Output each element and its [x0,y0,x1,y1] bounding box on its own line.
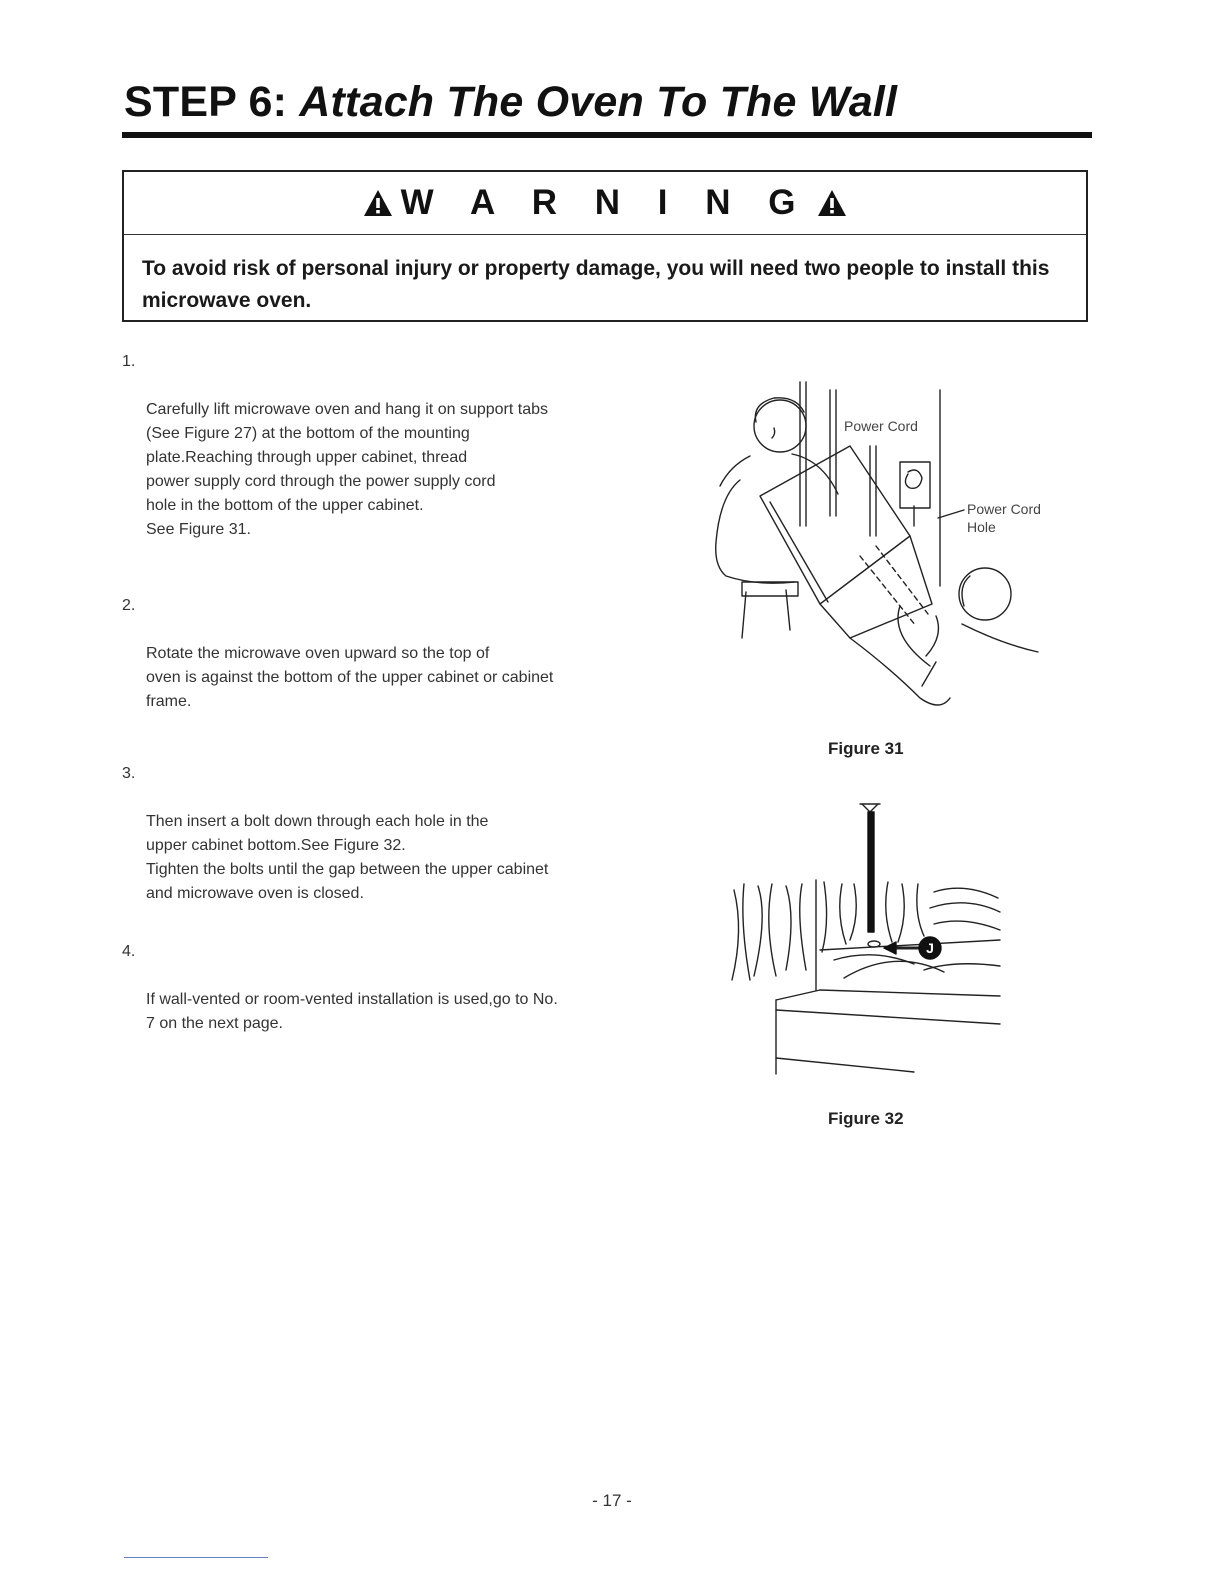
power-cord-label: Power Cord [844,418,918,434]
step-num: 4. [122,943,136,960]
page-title [124,78,897,127]
power-cord-hole-label: Power Cord Hole [967,501,1041,535]
footer-line [124,1557,268,1558]
warning-word: W A R N I N G [400,183,810,222]
step-text: Carefully lift microwave oven and hang it on support tabs (See Figure 27) at the bottom of the mounting plate.Reaching through upper cabinet, thread power supply cord through the power supply cord hole in the bottom of the upper cabinet. See Figure 31. [146,401,548,538]
callout-j-label: J [926,940,934,956]
step-text: If wall-vented or room-vented installation is used,go to No. 7 on the next page. [146,991,558,1032]
step-text: Rotate the microwave oven upward so the top of oven is against the bottom of the upper cabinet or cabinet frame. [146,645,554,710]
step-number: STEP 6: [124,78,288,126]
warning-text: To avoid risk of personal injury or property damage, you will need two people to install this microwave oven. [142,257,1050,312]
warning-box [122,170,1088,322]
figure-32-caption: Figure 32 [828,1109,904,1128]
warning-triangle-icon [363,189,393,217]
figure-32-illustration [724,800,1014,1080]
step-num: 1. [122,353,136,370]
instruction-list [122,350,642,1036]
warning-header [124,172,1086,235]
figure-31-caption: Figure 31 [828,739,904,758]
step-title: Attach The Oven To The Wall [299,78,898,126]
step-num: 2. [122,597,136,614]
step-num: 3. [122,765,136,782]
instruction-step [122,940,642,1036]
instruction-step [122,350,642,542]
page-number: - 17 - [592,1491,632,1510]
instruction-step [122,762,642,906]
title-rule [122,132,1092,138]
step-text: Then insert a bolt down through each hole in the upper cabinet bottom.See Figure 32. Tighten the bolts until the gap between the upper cabinet and microwave oven is closed. [146,813,549,902]
instruction-step [122,594,642,714]
warning-triangle-icon [817,189,847,217]
